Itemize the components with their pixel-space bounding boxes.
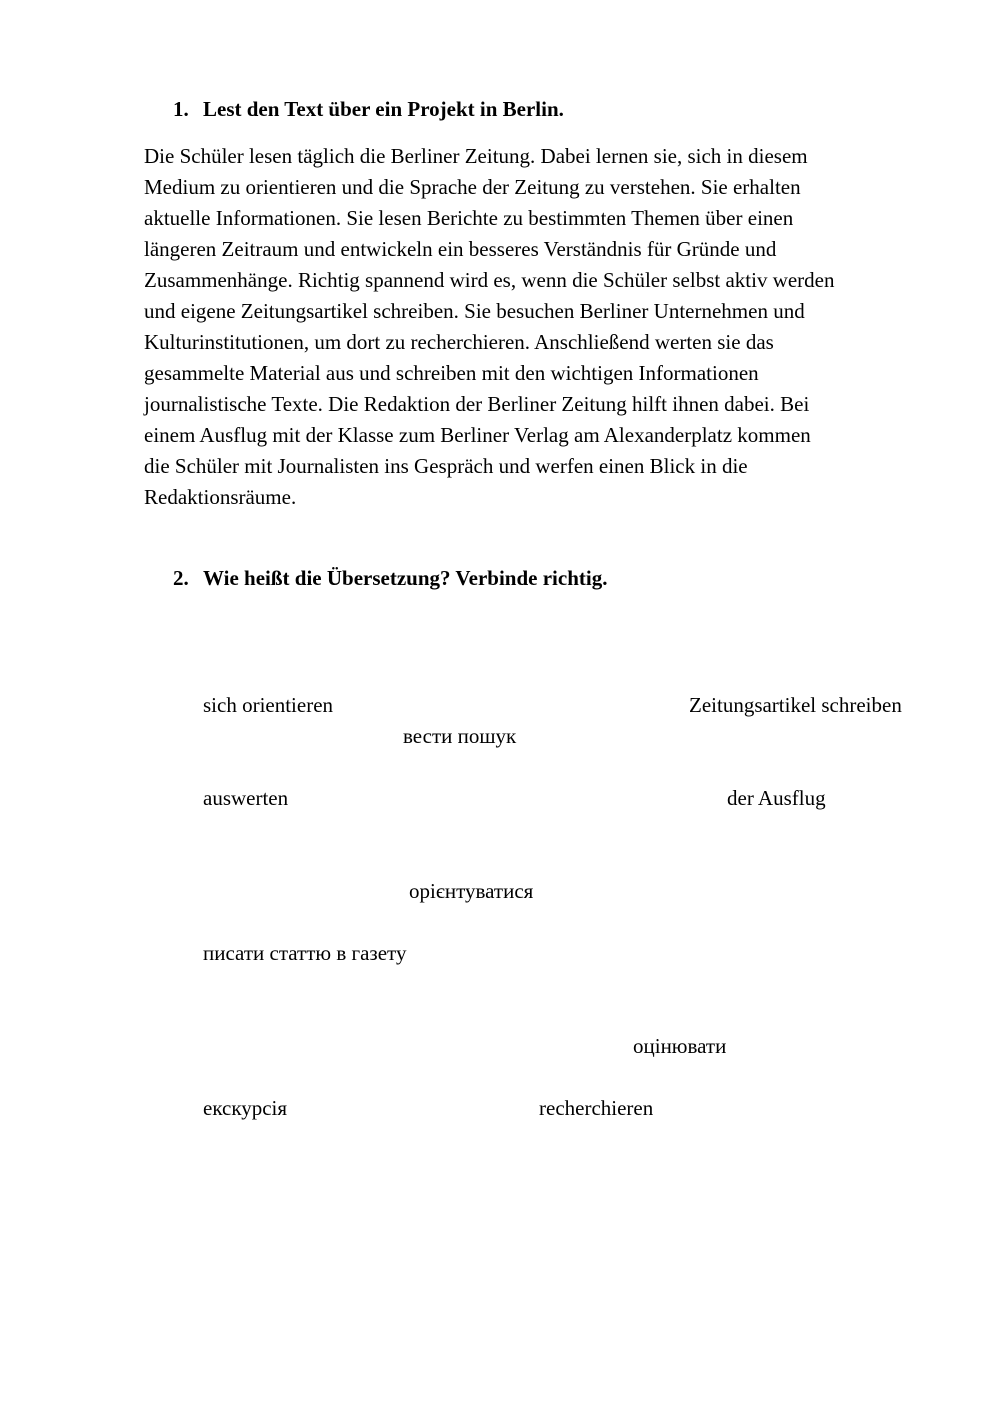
match-word-sich-orientieren[interactable]: sich orientieren [203,693,334,717]
text-line: Redaktionsräume. [144,485,297,509]
match-word-oriientuvatysia[interactable]: орієнтуватися [409,879,534,903]
text-line: die Schüler mit Journalisten ins Gespräch und werfen einen Blick in die [144,454,748,478]
match-word-recherchieren[interactable]: recherchieren [539,1096,654,1120]
match-word-auswerten[interactable]: auswerten [203,786,289,810]
task-2-number: 2. [173,566,189,590]
text-line: einem Ausflug mit der Klasse zum Berliner Verlag am Alexanderplatz kommen [144,423,811,447]
text-line: Kulturinstitutionen, um dort zu recherchieren. Anschließend werten sie das [144,330,774,354]
text-line: Die Schüler lesen täglich die Berliner Zeitung. Dabei lernen sie, sich in diesem [144,144,808,168]
text-line: gesammelte Material aus und schreiben mit den wichtigen Informationen [144,361,759,385]
reading-text [144,141,934,513]
match-word-otsiniuvaty[interactable]: оцінювати [633,1034,727,1058]
task-1-number: 1. [173,97,189,121]
task-1-heading [173,96,564,122]
match-word-ekskursiia[interactable]: екскурсія [203,1096,288,1120]
match-word-der-ausflug[interactable]: der Ausflug [727,786,826,810]
task-1-title: Lest den Text über ein Projekt in Berlin. [203,97,564,121]
text-line: aktuelle Informationen. Sie lesen Berichte zu bestimmten Themen über einen [144,206,794,230]
task-2-heading [173,565,607,591]
match-word-zeitungsartikel-schreiben[interactable]: Zeitungsartikel schreiben [689,693,902,717]
text-line: Medium zu orientieren und die Sprache der Zeitung zu verstehen. Sie erhalten [144,175,801,199]
task-2-title: Wie heißt die Übersetzung? Verbinde richtig. [203,566,608,590]
match-word-vesty-poshuk[interactable]: вести пошук [403,724,517,748]
text-line: Zusammenhänge. Richtig spannend wird es, wenn die Schüler selbst aktiv werden [144,268,835,292]
match-word-pysaty-stattiu[interactable]: писати статтю в газету [203,941,407,965]
text-line: und eigene Zeitungsartikel schreiben. Sie besuchen Berliner Unternehmen und [144,299,805,323]
text-line: journalistische Texte. Die Redaktion der Berliner Zeitung hilft ihnen dabei. Bei [144,392,810,416]
text-line: längeren Zeitraum und entwickeln ein besseres Verständnis für Gründe und [144,237,777,261]
